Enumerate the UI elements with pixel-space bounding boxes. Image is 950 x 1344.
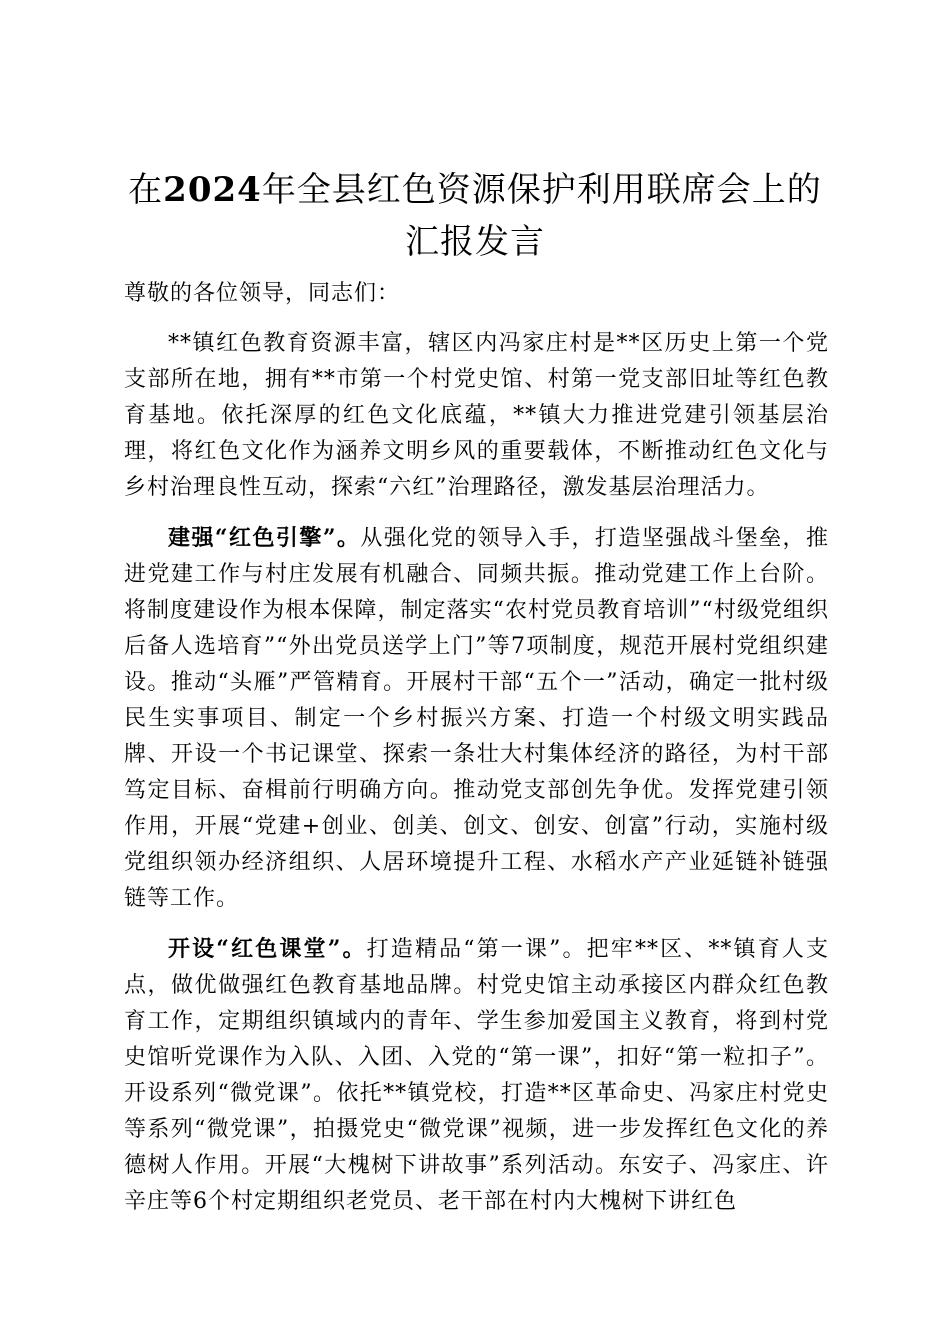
section-text-1: 从强化党的领导入手，打造坚强战斗堡垒，推进党建工作与村庄发展有机融合、同频共振。推动党建工作上台阶。将制度建设作为根本保障，制定落实“农村党员教育培训”“村级党组织后备人选培育”“外出党员送学上门”等7项制度，规范开展村党组织建设。推动“头雁”严管精育。开展村干部“五个一”活动，确定一批村级民生实事项目、制定一个乡村振兴方案、打造一个村级文明实践品牌、开设一个书记课堂、探索一条壮大村集体经济的路径，为村干部笃定目标、奋楫前行明确方向。推动党支部创先争优。发挥党建引领作用，开展“党建+创业、创美、创文、创安、创富”行动，实施村级党组织领办经济组织、人居环境提升工程、水稻水产产业延链补链强链等工作。 xyxy=(124,526,829,911)
document-title xyxy=(100,164,850,268)
title-line-2: 汇报发言 xyxy=(405,222,545,262)
intro-paragraph: **镇红色教育资源丰富，辖区内冯家庄村是**区历史上第一个党支部所在地，拥有**市第一个村党史馆、村第一党支部旧址等红色教育基地。依托深厚的红色文化底蕴，**镇大力推进党建引领基层治理，将红色文化作为涵养文明乡风的重要载体，不断推动红色文化与乡村治理良性互动，探索“六红”治理路径，激发基层治理活力。 xyxy=(124,331,829,500)
title-year: 2024 xyxy=(163,170,262,210)
title-line-1 xyxy=(100,164,850,216)
section-lead-2: 开设“红色课堂”。 xyxy=(168,936,367,962)
title-line1-rest: 年全县红色资源保护利用联席会上的 xyxy=(261,170,822,210)
section-text-2: 打造精品“第一课”。把牢**区、**镇育人支点，做优做强红色教育基地品牌。村党史馆主动承接区内群众红色教育工作，定期组织镇域内的青年、学生参加爱国主义教育，将到村党史馆听党课作为入队、入团、入党的“第一课”，扣好“第一粒扣子”。开设系列“微党课”。依托**镇党校，打造**区革命史、冯家庄村党史等系列“微党课”，拍摄党史“微党课”视频，进一步发挥红色文化的养德树人作用。开展“大槐树下讲故事”系列活动。东安子、冯家庄、许辛庄等6个村定期组织老党员、老干部在村内大槐树下讲红色 xyxy=(124,937,829,1214)
section-paragraph-1 xyxy=(124,520,829,917)
title-prefix: 在 xyxy=(128,170,164,210)
document-body xyxy=(124,276,829,1234)
section-paragraph-2 xyxy=(124,931,829,1220)
salutation: 尊敬的各位领导，同志们： xyxy=(124,281,401,306)
section-lead-1: 建强“红色引擎”。 xyxy=(168,525,361,551)
